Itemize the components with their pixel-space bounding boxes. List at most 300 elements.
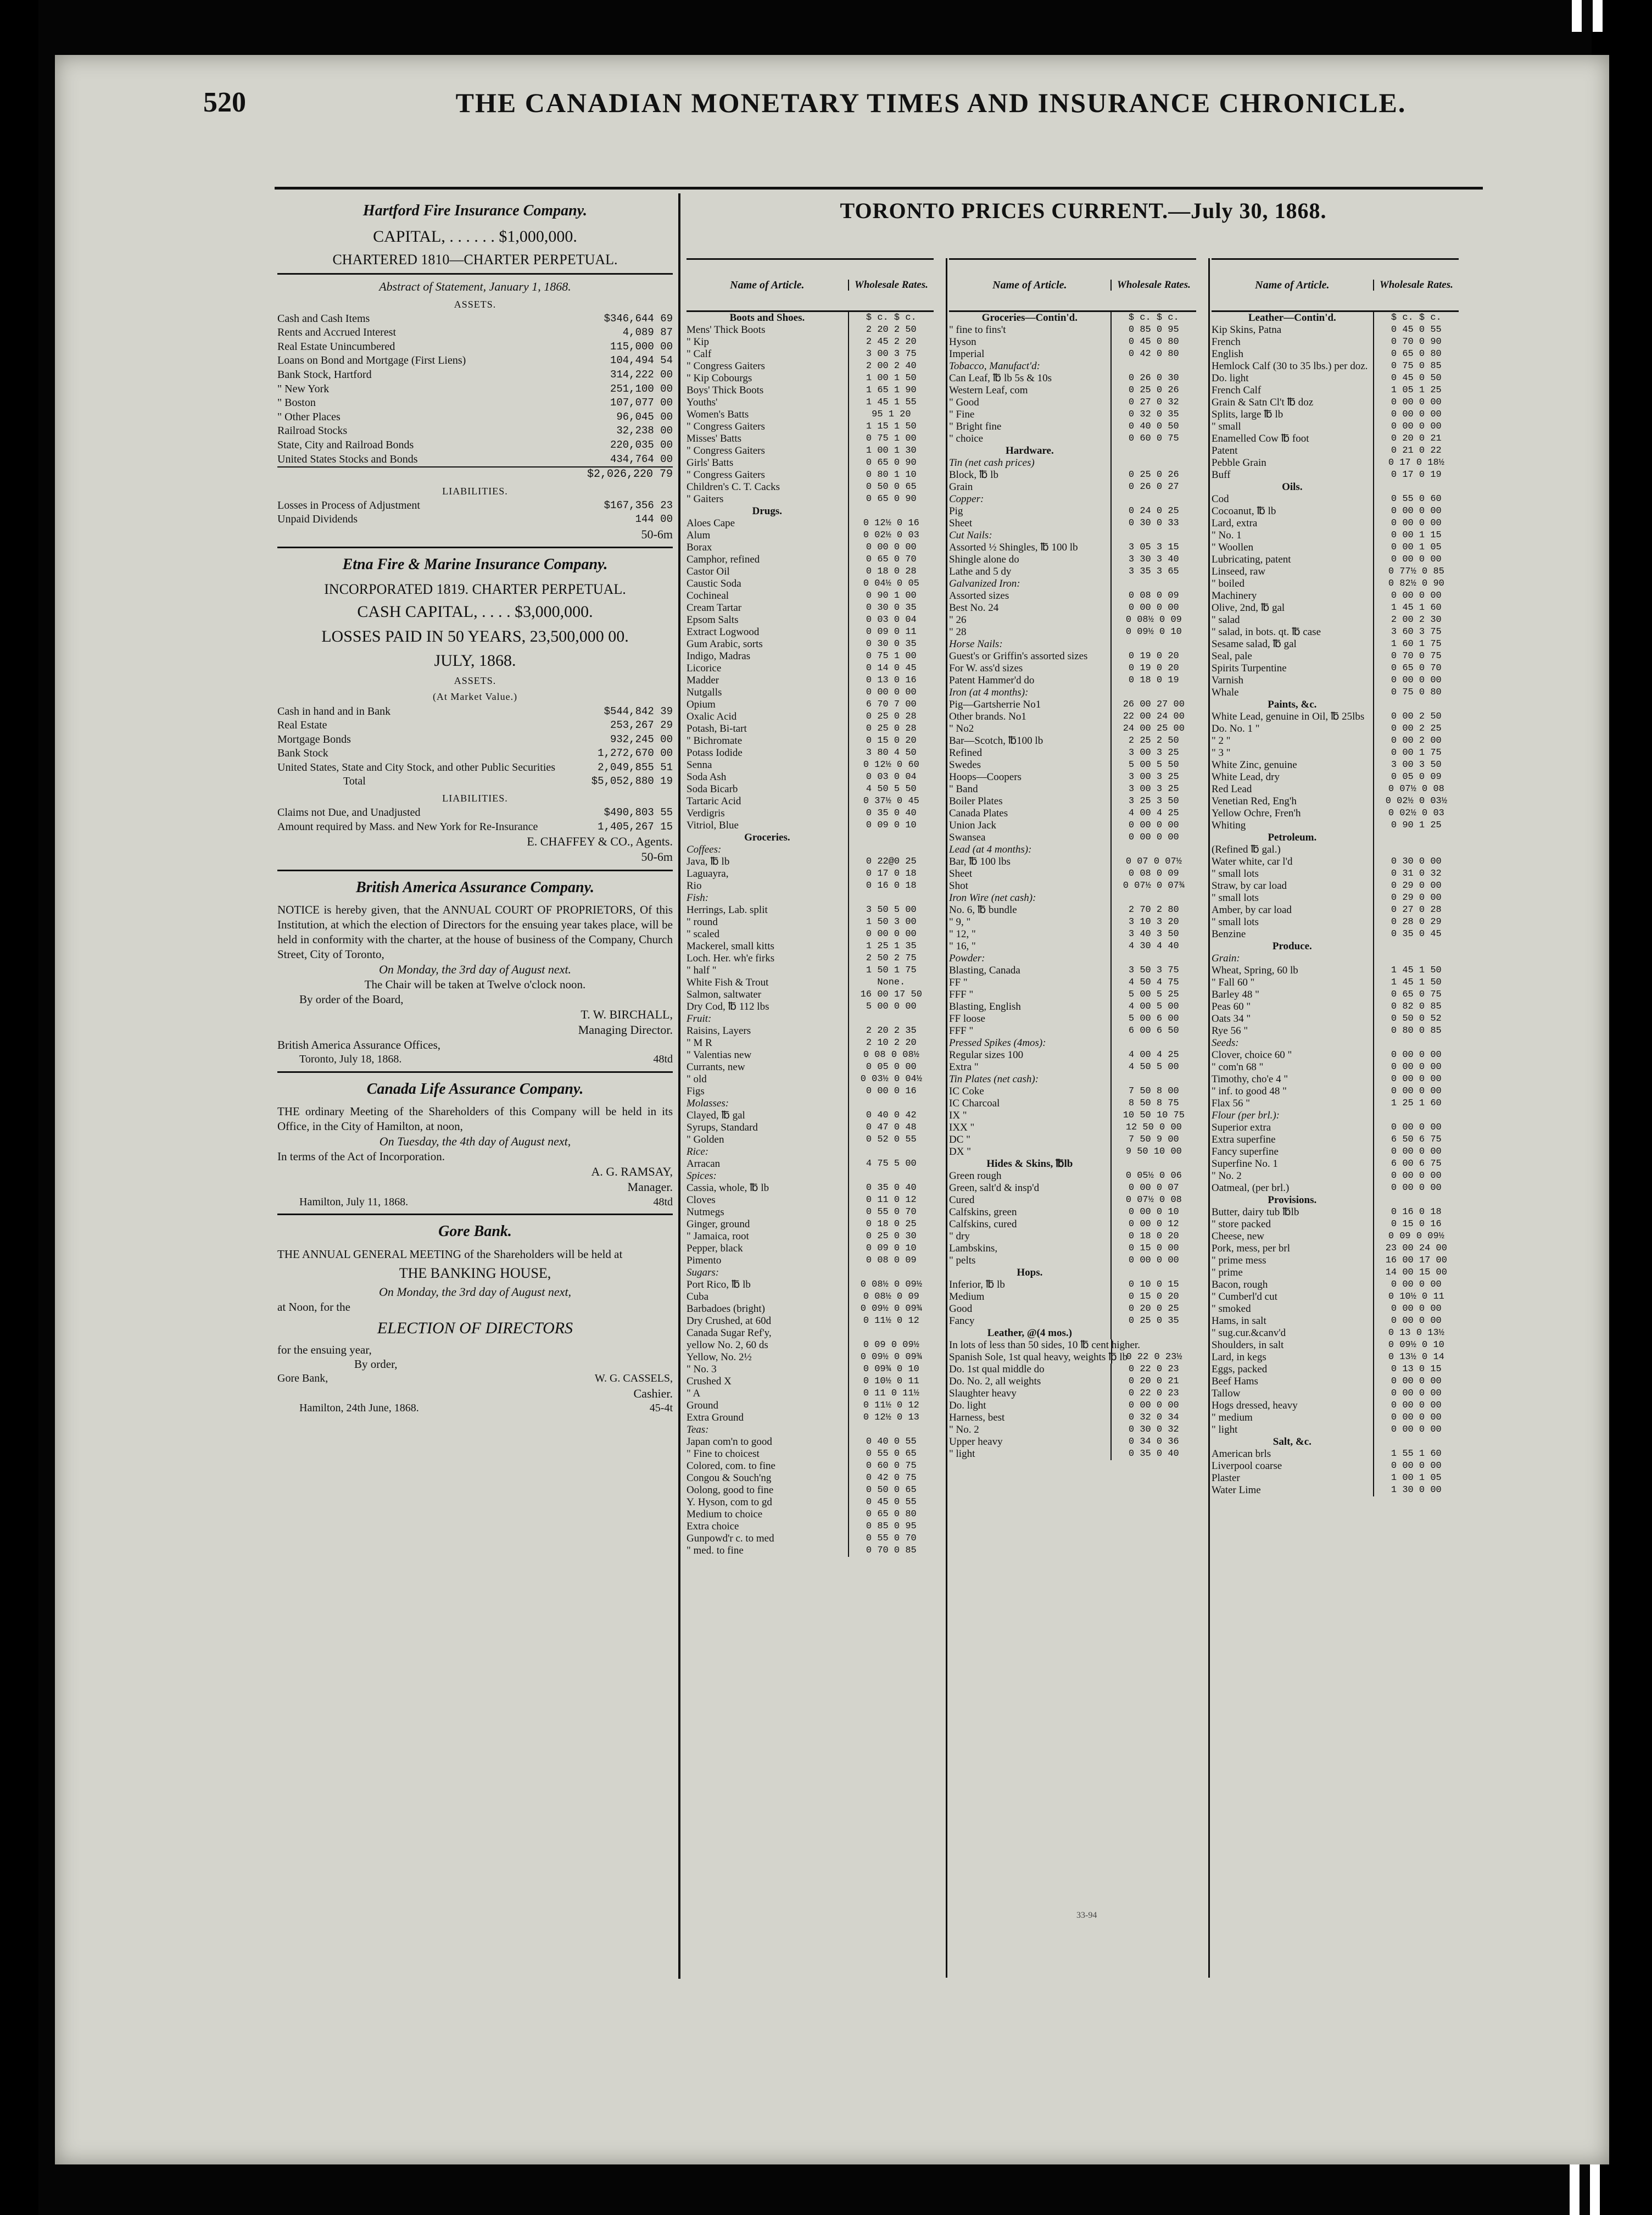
price-row: [687, 675, 934, 687]
price-row: [1212, 517, 1459, 530]
section-heading: [949, 1267, 1196, 1279]
article-name: Petroleum.: [1268, 832, 1317, 843]
price-row: [1212, 1351, 1459, 1363]
article-name: Calfskins, green: [949, 1206, 1017, 1218]
row-label: Real Estate: [277, 719, 327, 732]
price-row: [687, 1460, 934, 1472]
price-row: [1212, 1206, 1459, 1218]
article-name: Horse Nails:: [949, 638, 1003, 650]
article-name: Y. Hyson, com to gd: [687, 1496, 772, 1508]
wholesale-rate: 0 45 0 55: [1373, 324, 1459, 336]
price-row: [1212, 1134, 1459, 1146]
wholesale-rate: 0 75 0 85: [1373, 360, 1459, 372]
wholesale-rate: 0 25 0 35: [1110, 1315, 1196, 1327]
price-row: [687, 783, 934, 795]
article-name: Cuba: [687, 1291, 709, 1303]
row-label: " Boston: [277, 397, 316, 409]
ad-cash-capital: CASH CAPITAL, . . . . $3,000,000.: [357, 603, 593, 621]
subsection-heading: [1212, 953, 1459, 965]
price-row: [687, 1218, 934, 1231]
article-name: Soda Bicarb: [687, 783, 738, 795]
article-name: Shot: [949, 880, 968, 892]
wholesale-rate: 0 03 0 04: [848, 771, 934, 783]
wholesale-rate: 1 00 1 30: [848, 445, 934, 457]
price-row: [687, 1363, 934, 1376]
row-amount: 115,000 00: [610, 340, 673, 353]
price-row: [949, 1243, 1196, 1255]
wholesale-rate: 0 00 0 00: [1373, 397, 1459, 409]
article-name: Block, ℔ lb: [949, 469, 998, 481]
assets-list: [277, 312, 673, 467]
price-row: [949, 505, 1196, 517]
article-name: White Fish & Trout: [687, 977, 769, 988]
wholesale-rate: 0 28 0 29: [1373, 916, 1459, 928]
price-row: [1212, 783, 1459, 795]
table-divider: [946, 258, 947, 1978]
price-row: [949, 1388, 1196, 1400]
wholesale-rate: 0 17 0 18: [848, 868, 934, 880]
article-name: " Woollen: [1212, 542, 1254, 553]
wholesale-rate: 0 20 0 25: [1110, 1303, 1196, 1315]
article-name: " light: [1212, 1424, 1238, 1435]
wholesale-rate: 0 00 0 00: [1110, 832, 1196, 844]
article-name: Buff: [1212, 469, 1231, 481]
wholesale-rate: 0 00 0 00: [1373, 1279, 1459, 1291]
article-name: " Golden: [687, 1134, 724, 1145]
article-name: Drugs.: [752, 505, 783, 517]
wholesale-rate: 0 09½ 0 10: [1373, 1339, 1459, 1351]
price-row: [687, 1436, 934, 1448]
wholesale-rate: 0 00 0 00: [1373, 1412, 1459, 1424]
article-name: No. 6, ℔ bundle: [949, 904, 1017, 916]
article-name: Patent: [1212, 445, 1238, 457]
price-row: [687, 1206, 934, 1218]
ad-signer: A. G. RAMSAY,: [591, 1165, 673, 1179]
price-row: [949, 1170, 1196, 1182]
wholesale-rate: 0 18 0 20: [1110, 1231, 1196, 1243]
wholesale-rate: 2 25 2 50: [1110, 735, 1196, 747]
article-name: Flax 56 ": [1212, 1098, 1251, 1109]
wholesale-rate: 0 55 0 70: [848, 1206, 934, 1218]
wholesale-rate: [1110, 578, 1196, 590]
ad-date: On Monday, the 3rd day of August next,: [378, 1285, 572, 1299]
wholesale-rate: 0 00 0 00: [1373, 1049, 1459, 1061]
article-name: Port Rico, ℔ lb: [687, 1279, 751, 1290]
wholesale-rate: 0 00 0 00: [1373, 1303, 1459, 1315]
wholesale-rate: 0 05 0 09: [1373, 771, 1459, 783]
price-row: [687, 1049, 934, 1061]
wholesale-rate: 0 16 0 18: [1373, 1206, 1459, 1218]
article-name: Bar—Scotch, ℔100 lb: [949, 735, 1043, 747]
article-name: Grain: [949, 481, 973, 493]
statement-row: [277, 354, 673, 368]
wholesale-rate: 0 10½ 0 11: [848, 1376, 934, 1388]
ad-date: On Tuesday, the 4th day of August next,: [379, 1134, 571, 1149]
wholesale-rate: [1373, 1436, 1459, 1448]
price-row: [949, 1122, 1196, 1134]
price-row: [687, 868, 934, 880]
article-name: Straw, by car load: [1212, 880, 1287, 892]
row-amount: $490,803 55: [604, 806, 673, 819]
wholesale-rate: [848, 1146, 934, 1158]
wholesale-rate: 0 65 0 90: [848, 457, 934, 469]
article-name: Vitriol, Blue: [687, 820, 739, 831]
ad-chair: The Chair will be taken at Twelve o'clock noon.: [364, 978, 586, 992]
article-name: Opium: [687, 699, 716, 710]
wholesale-rate: 0 00 0 00: [1373, 1400, 1459, 1412]
article-name: Salmon, saltwater: [687, 989, 762, 1000]
article-name: " Band: [949, 783, 978, 795]
wholesale-rate: [1110, 493, 1196, 505]
wholesale-rate: 24 00 25 00: [1110, 723, 1196, 735]
row-amount: 314,222 00: [610, 369, 673, 381]
wholesale-rate: 0 65 0 90: [848, 493, 934, 505]
article-name: Loch. Her. wh'e firks: [687, 953, 775, 964]
wholesale-rate: 0 00 0 00: [1373, 421, 1459, 433]
article-name: Western Leaf, com: [949, 385, 1028, 396]
price-row: [687, 1134, 934, 1146]
price-row: [1212, 602, 1459, 614]
divider: [277, 1214, 673, 1215]
article-name: White Lead, genuine in Oil, ℔ 25lbs: [1212, 711, 1365, 722]
article-name: Pebble Grain: [1212, 457, 1266, 469]
wholesale-rate: 0 03½ 0 04½: [848, 1073, 934, 1086]
row-amount: $544,842 39: [604, 705, 673, 717]
wholesale-rate: [1110, 1267, 1196, 1279]
article-name: Provisions.: [1268, 1194, 1317, 1206]
article-name: Gunpowd'r c. to med: [687, 1533, 774, 1544]
wholesale-rate: 0 26 0 27: [1110, 481, 1196, 493]
wholesale-rate: 0 80 1 10: [848, 469, 934, 481]
wholesale-rate: 0 19 0 20: [1110, 650, 1196, 663]
column-rates-header: Wholesale Rates.: [848, 280, 934, 291]
price-row: [1212, 928, 1459, 940]
price-row: [949, 735, 1196, 747]
price-row: [949, 542, 1196, 554]
wholesale-rate: 0 08 0 09: [1110, 868, 1196, 880]
wholesale-rate: [1373, 699, 1459, 711]
column-header: [949, 258, 1196, 312]
article-name: Pepper, black: [687, 1243, 743, 1254]
ad-incorporated: INCORPORATED 1819. CHARTER PERPETUAL.: [324, 581, 626, 597]
price-row: [687, 1376, 934, 1388]
price-row: [687, 1315, 934, 1327]
article-name: Whale: [1212, 687, 1239, 698]
price-list: [687, 312, 934, 1557]
article-name: Congou & Souch'ng: [687, 1472, 772, 1484]
article-name: " Bichromate: [687, 735, 743, 747]
price-row: [687, 1291, 934, 1303]
article-name: Camphor, refined: [687, 554, 760, 565]
article-name: Japan com'n to good: [687, 1436, 772, 1448]
price-list: [1212, 312, 1459, 1496]
article-name: " 12, ": [949, 928, 976, 940]
article-name: Crushed X: [687, 1376, 732, 1387]
row-label: " New York: [277, 382, 330, 395]
wholesale-rate: 3 00 3 75: [848, 348, 934, 360]
wholesale-rate: 0 29 0 00: [1373, 880, 1459, 892]
wholesale-rate: 0 00 1 05: [1373, 542, 1459, 554]
wholesale-rate: 0 08½ 0 09: [1110, 614, 1196, 626]
price-row: [687, 663, 934, 675]
price-row: [949, 336, 1196, 348]
article-name: Youths': [687, 397, 718, 408]
wholesale-rate: 0 27 0 28: [1373, 904, 1459, 916]
wholesale-rate: 1 45 1 60: [1373, 602, 1459, 614]
wholesale-rate: 0 00 0 00: [1373, 1315, 1459, 1327]
subsection-heading: [687, 892, 934, 904]
section-heading: [1212, 1436, 1459, 1448]
statement-row: [277, 368, 673, 382]
wholesale-rate: 3 60 3 75: [1373, 626, 1459, 638]
price-row: [949, 409, 1196, 421]
wholesale-rate: 0 14 0 45: [848, 663, 934, 675]
article-name: Lard, in kegs: [1212, 1351, 1266, 1363]
wholesale-rate: 0 90 1 00: [848, 590, 934, 602]
price-row: [949, 1339, 1196, 1351]
wholesale-rate: 0 11 0 12: [848, 1194, 934, 1206]
article-name: Cod: [1212, 493, 1229, 505]
article-name: American brls: [1212, 1448, 1271, 1460]
article-name: Spanish Sole, 1st qual heavy, weights ℔ lb: [949, 1351, 1128, 1363]
article-name: " smoked: [1212, 1303, 1251, 1315]
article-name: Gum Arabic, sorts: [687, 638, 763, 650]
article-name: Shoulders, in salt: [1212, 1339, 1284, 1351]
gore-bank-ad: [277, 1222, 673, 1415]
wholesale-rate: 0 00 0 00: [1373, 409, 1459, 421]
price-row: [687, 880, 934, 892]
wholesale-rate: 0 35 0 40: [1110, 1448, 1196, 1460]
price-row: [949, 783, 1196, 795]
section-heading: [1212, 940, 1459, 953]
price-row: [1212, 336, 1459, 348]
article-name: Cream Tartar: [687, 602, 742, 614]
ad-place-row: [277, 1053, 673, 1067]
wholesale-rate: [1110, 457, 1196, 469]
row-label: Bank Stock: [277, 747, 328, 760]
price-row: [1212, 1472, 1459, 1484]
section-heading: [949, 312, 1196, 324]
subsection-heading: [687, 1098, 934, 1110]
section-heading: [1212, 312, 1459, 324]
price-row: [1212, 348, 1459, 360]
row-label: Unpaid Dividends: [277, 513, 358, 526]
ad-role: Managing Director.: [578, 1022, 673, 1037]
subsection-heading: [687, 1424, 934, 1436]
article-name: Girls' Batts: [687, 457, 734, 469]
article-name: Iron (at 4 months):: [949, 687, 1029, 698]
price-row: [1212, 1122, 1459, 1134]
article-name: White Zinc, genuine: [1212, 759, 1297, 771]
price-row: [949, 1182, 1196, 1194]
wholesale-rate: [848, 1098, 934, 1110]
wholesale-rate: 0 17 0 18½: [1373, 457, 1459, 469]
article-name: yellow No. 2, 60 ds: [687, 1339, 768, 1351]
article-name: Caustic Soda: [687, 578, 741, 589]
price-row: [1212, 1424, 1459, 1436]
prices-column-2: [949, 258, 1196, 1460]
price-row: [687, 1279, 934, 1291]
price-row: [949, 928, 1196, 940]
ad-title: Gore Bank.: [438, 1223, 512, 1240]
assets-list: [277, 705, 673, 775]
price-row: [1212, 554, 1459, 566]
price-row: [949, 1291, 1196, 1303]
price-row: [949, 977, 1196, 989]
ad-place: Toronto, July 18, 1868.: [299, 1053, 402, 1066]
wholesale-rate: 0 50 0 65: [848, 1484, 934, 1496]
wholesale-rate: 4 00 4 25: [1110, 1049, 1196, 1061]
price-row: [1212, 421, 1459, 433]
wholesale-rate: 0 08 0 09: [1110, 590, 1196, 602]
price-row: [949, 723, 1196, 735]
article-name: " com'n 68 ": [1212, 1061, 1264, 1073]
article-name: Bar, ℔ 100 lbs: [949, 856, 1011, 867]
article-name: Groceries.: [744, 832, 790, 843]
price-row: [949, 1146, 1196, 1158]
price-row: [949, 1448, 1196, 1460]
wholesale-rate: 0 18 0 19: [1110, 675, 1196, 687]
ad-title: British America Assurance Company.: [355, 878, 595, 896]
wholesale-rate: 0 00 0 00: [848, 542, 934, 554]
wholesale-rate: [1110, 687, 1196, 699]
article-name: Senna: [687, 759, 712, 771]
article-name: English: [1212, 348, 1244, 360]
price-row: [949, 1001, 1196, 1013]
row-label: Losses in Process of Adjustment: [277, 499, 420, 511]
price-row: [687, 1533, 934, 1545]
wholesale-rate: [1110, 953, 1196, 965]
price-row: [687, 554, 934, 566]
article-name: Nutgalls: [687, 687, 722, 698]
ad-notice: NOTICE is hereby given, that the ANNUAL COURT OF PROPRIETORS, Of this Institution, at which the election of Directors for the ensuing year takes place, will be held in conformity with the charter, at the house of business of the Company, Church Street, City of Toronto,: [277, 903, 673, 961]
article-name: Peas 60 ": [1212, 1001, 1251, 1012]
article-name: Fish:: [687, 892, 709, 904]
wholesale-rate: 0 00 0 16: [848, 1086, 934, 1098]
subsection-heading: [949, 457, 1196, 469]
article-name: " boiled: [1212, 578, 1244, 589]
article-name: Fancy superfine: [1212, 1146, 1279, 1157]
price-row: [949, 1098, 1196, 1110]
article-name: Rice:: [687, 1146, 709, 1157]
wholesale-rate: 1 25 1 35: [848, 940, 934, 953]
article-name: Boots and Shoes.: [729, 312, 805, 324]
price-row: [1212, 1146, 1459, 1158]
article-name: Extra Ground: [687, 1412, 744, 1423]
article-name: Olive, 2nd, ℔ gal: [1212, 602, 1285, 614]
price-row: [687, 1339, 934, 1351]
article-name: " 16, ": [949, 940, 976, 952]
wholesale-rate: 5 00 0 00: [848, 1001, 934, 1013]
article-name: Verdigris: [687, 808, 725, 819]
wholesale-rate: 0 20 0 21: [1373, 433, 1459, 445]
wholesale-rate: 0 00 0 10: [1110, 1206, 1196, 1218]
price-row: [687, 1025, 934, 1037]
article-name: Harness, best: [949, 1412, 1005, 1423]
wholesale-rate: 0 09½ 0 09¾: [848, 1351, 934, 1363]
ad-office: Gore Bank,: [277, 1372, 328, 1385]
price-row: [1212, 1412, 1459, 1424]
subsection-heading: [687, 1267, 934, 1279]
price-row: [1212, 977, 1459, 989]
price-row: [687, 493, 934, 505]
price-row: [687, 1255, 934, 1267]
article-name: Java, ℔ lb: [687, 856, 730, 867]
statement-row: [277, 382, 673, 397]
wholesale-rate: [1373, 953, 1459, 965]
article-name: Cured: [949, 1194, 975, 1206]
wholesale-rate: [1110, 1327, 1196, 1339]
section-heading: [1212, 699, 1459, 711]
wholesale-rate: 0 07½ 0 08: [1110, 1194, 1196, 1206]
wholesale-rate: 1 50 1 75: [848, 965, 934, 977]
price-row: [1212, 457, 1459, 469]
price-row: [687, 856, 934, 868]
wholesale-rate: 0 12½ 0 16: [848, 517, 934, 530]
price-row: [949, 602, 1196, 614]
row-amount: 932,245 00: [610, 733, 673, 745]
article-name: FFF ": [949, 1025, 974, 1037]
article-name: Fancy: [949, 1315, 975, 1327]
price-row: [1212, 1303, 1459, 1315]
wholesale-rate: 0 00 2 50: [1373, 711, 1459, 723]
article-name: Cut Nails:: [949, 530, 992, 541]
price-row: [687, 566, 934, 578]
wholesale-rate: 0 65 0 75: [1373, 989, 1459, 1001]
prices-column-1: [687, 258, 934, 1557]
price-row: [1212, 1170, 1459, 1182]
wholesale-rate: 0 16 0 18: [848, 880, 934, 892]
article-name: Pimento: [687, 1255, 722, 1266]
wholesale-rate: [848, 844, 934, 856]
row-label: Bank Stock, Hartford: [277, 369, 372, 381]
statement-row: [277, 326, 673, 340]
article-name: " Calf: [687, 348, 712, 360]
price-row: [687, 771, 934, 783]
wholesale-rate: 0 42 0 80: [1110, 348, 1196, 360]
article-name: Iron Wire (net cash):: [949, 892, 1036, 904]
masthead: THE CANADIAN MONETARY TIMES AND INSURANCE CHRONICLE.: [455, 87, 1407, 118]
ad-body: THE ANNUAL GENERAL MEETING of the Shareholders will be held at: [277, 1247, 623, 1261]
article-name: Flour (per brl.):: [1212, 1110, 1280, 1121]
wholesale-rate: 0 70 0 75: [1373, 650, 1459, 663]
price-row: [687, 638, 934, 650]
article-name: Upper heavy: [949, 1436, 1003, 1448]
ad-place: Hamilton, July 11, 1868.: [299, 1195, 409, 1208]
wholesale-rate: 0 05½ 0 06: [1110, 1170, 1196, 1182]
price-row: [1212, 916, 1459, 928]
wholesale-rate: 0 70 0 85: [848, 1545, 934, 1557]
article-name: " small: [1212, 421, 1241, 432]
price-row: [1212, 989, 1459, 1001]
article-name: Epsom Salts: [687, 614, 739, 626]
price-row: [1212, 1339, 1459, 1351]
divider: [277, 870, 673, 871]
wholesale-rate: 3 40 3 50: [1110, 928, 1196, 940]
price-row: [1212, 965, 1459, 977]
article-name: Red Lead: [1212, 783, 1252, 795]
statement-row: [277, 705, 673, 719]
article-name: French Calf: [1212, 385, 1262, 396]
ad-body: THE ordinary Meeting of the Shareholders of this Company will be held in its Office, in the City of Hamilton, at noon,: [277, 1105, 673, 1133]
price-row: [949, 626, 1196, 638]
wholesale-rate: 3 80 4 50: [848, 747, 934, 759]
price-row: [1212, 892, 1459, 904]
statement-row: [277, 396, 673, 410]
article-name: " 3 ": [1212, 747, 1231, 759]
wholesale-rate: 0 75 0 80: [1373, 687, 1459, 699]
ad-role: Manager.: [627, 1180, 673, 1194]
